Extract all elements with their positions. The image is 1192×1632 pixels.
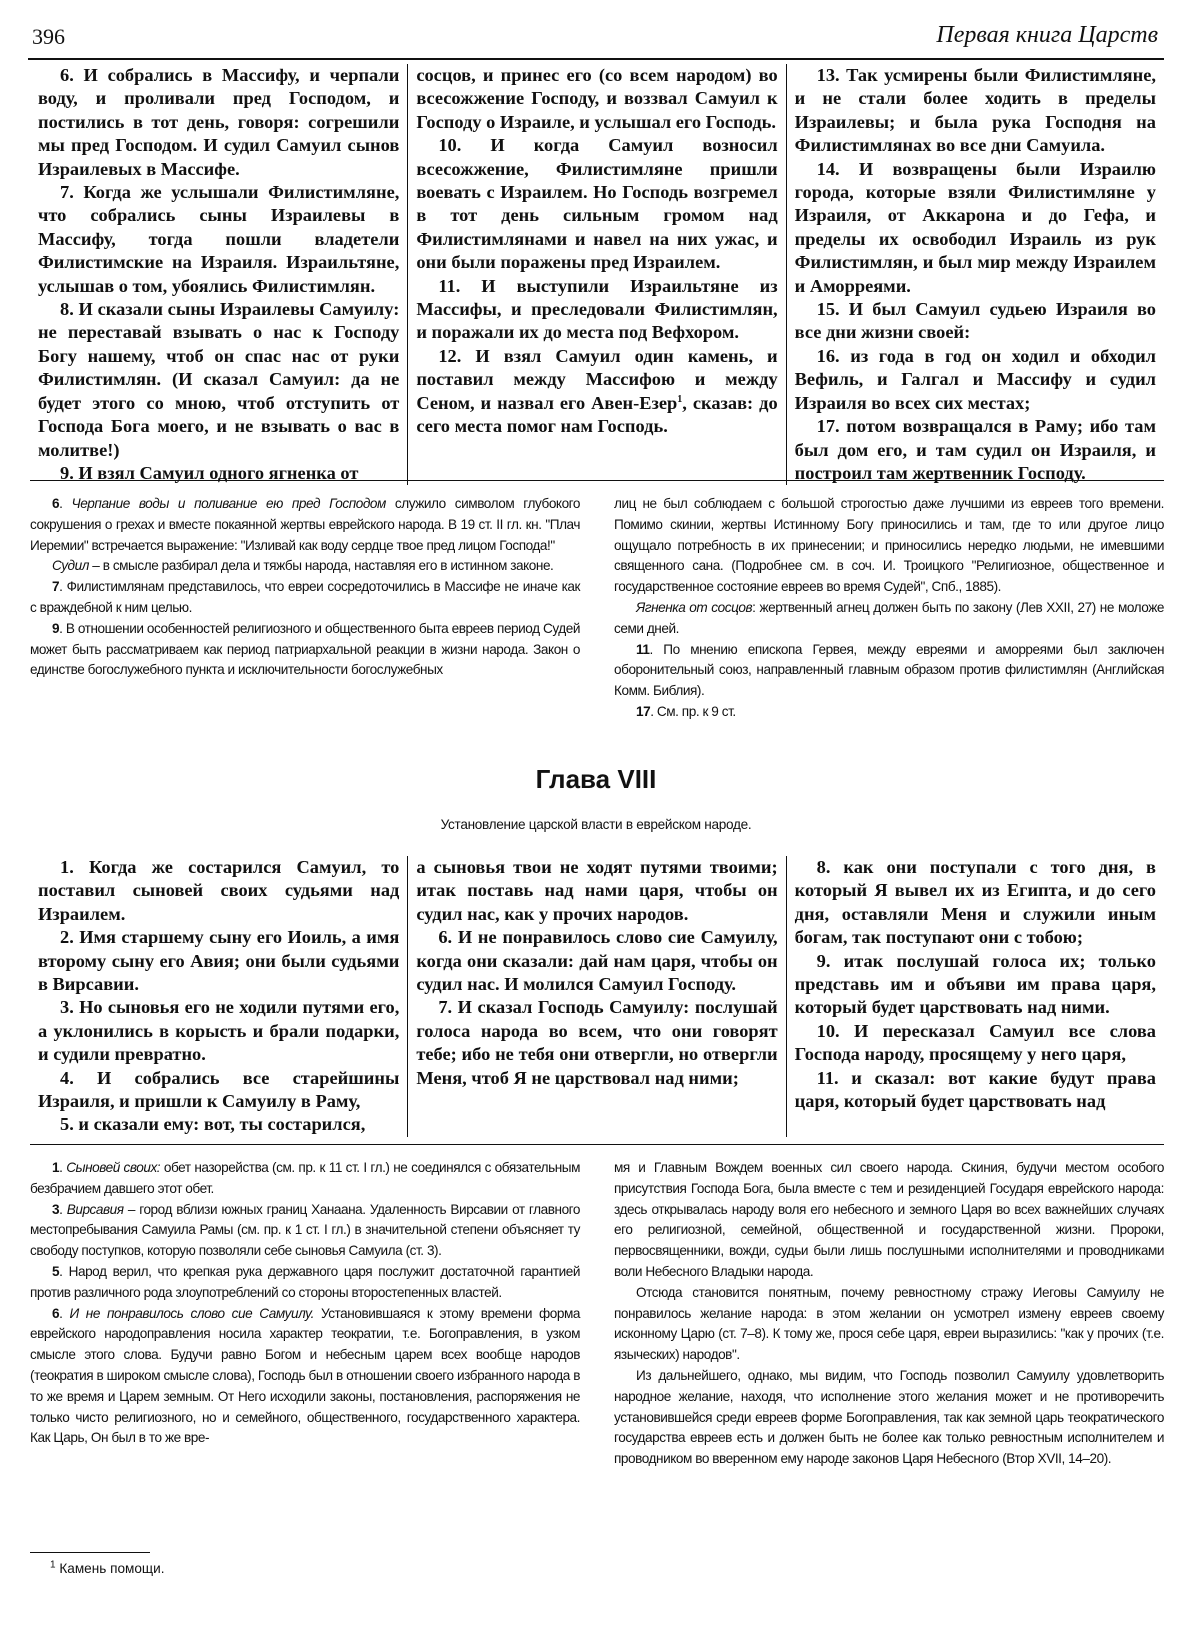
scripture-column-2 [407, 64, 785, 485]
note-viii-1: 1. Сыновей своих: обет назорейства (см. пр. к 11 ст. I гл.) не соединялся с обязательным безбрачием давшего этот обет. [30, 1160, 580, 1196]
note-6b: Судил – в смысле разбирал дела и тяжбы народа, наставляя его в истинном законе. [52, 558, 554, 574]
footnote [50, 1561, 164, 1576]
note-viii-6-paragraph-3: Из дальнейшего, однако, мы видим, что Господь позволил Самуилу удовлетворить народное желание, находя, что исполнение этого желания может и не противоречить установившейся среди евреев форме Богоправления, так как земной царь теократического государства евреев есть и должен быть не более как только ревностным исполнителем и проводником во вверенном ему народе законов Царя Небесного (Втор XVII, 14–20). [614, 1367, 1164, 1467]
footnote-divider [30, 1552, 150, 1553]
verse-viii-3: 3. Но сыновья его не ходили путями его, а уклонились в корысть и брали подарки, и судили превратно. [38, 997, 400, 1065]
verse-6: 6. И собрались в Массифу, и черпали воду, и проливали пред Господом, и постились в тот день, говоря: согрешили мы пред Господом. И судил Самуил сынов Израилевых в Массифе. [38, 65, 400, 179]
note-viii-5: 5. Народ верил, что крепкая рука державного царя послужит достаточной гарантией против различного рода злоупотреблений со стороны второстепенных властей. [30, 1263, 580, 1300]
verse-15: 15. И был Самуил судьею Израиля во все дни жизни своей: [794, 299, 1156, 343]
scripture-columns-2 [30, 856, 1164, 1137]
verse-viii-11: 11. и сказал: вот какие будут права царя, который будет царствовать над [794, 1067, 1156, 1112]
scripture-columns-1 [30, 64, 1164, 485]
scripture-column-1 [30, 64, 407, 485]
chapter-title: Глава VIII [535, 764, 657, 794]
verse-12-text: 12. И взял Самуил один камень, и поставил между Массифою и между Сеном, и назвал его Авен-Езер [416, 345, 778, 413]
commentary-2 [30, 1158, 1164, 1470]
note-11: 11. По мнению епископа Гервея, между евреями и аморреями был заключен оборонительный союз, направленный главным образом против филистимлян (Английская Комм. Библия). [614, 641, 1164, 699]
verse-viii-5: 5. и сказали ему: вот, ты состарился, [60, 1114, 366, 1135]
footnote-marker: 1 [677, 393, 683, 405]
note-17: 17. См. пр. к 9 ст. [636, 703, 736, 719]
verse-10: 10. И когда Самуил возносил всесожжение, Филистимляне пришли воевать с Израилем. Но Господь возгремел в тот день сильным громом над Филистимлянами и навел на них ужас, и они были поражены пред Израилем. [416, 135, 778, 273]
note-viii-6: 6. И не понравилось слово сие Самуилу. Установившаяся к этому времени форма еврейского народоправления носила характер теократии, т.е. Богоправления, в узком смысле этого слова. Будучи равно Богом и небесным царем всех вообще народов (теократия в широком смысле слова), Господь был в отношении своего избранного народа в то же время и Царем земным. От Него исходили законы, постановления, распоряжения не только чисто религиозного, но и семейного, общественного, государственного характера. Как Царь, Он был в то же вре- [30, 1305, 580, 1446]
verse-12-end: , сказав: до сего места помог нам Господь. [416, 392, 778, 437]
verse-13: 13. Так усмирены были Филистимляне, и не стали более ходить в пределы Израилевы; и была рука Господня на Филистимлянах во все дни Самуила. [794, 65, 1156, 156]
note-viii-6-paragraph-2: Отсюда становится понятным, почему ревностному стражу Иеговы Самуилу не понравилось желание народа: в этом желании он усмотрел измену евреев своему исконному Царю (ст. 7–8). К тому же, прося себе царя, евреи выразились: "как у прочих (т.е. языческих) народов". [614, 1284, 1164, 1363]
verse-17: 17. потом возвращался в Раму; ибо там был дом его, и там судил он Израиля, и построил там жертвенник Господу. [794, 416, 1156, 483]
note-viii-6-continued: мя и Главным Вождем военных сил своего народа. Скиния, будучи местом особого присутствия Господа Бога, была вместе с тем и резиденцией Государя еврейского народа: здесь открывалась народу воля его небесного и земного Царя во всех важнейших случаях его религиозной, семейной, общественной и государственной жизни. Пророки, первосвященники, вожди, судьи были лишь послушными исполнителями и проводниками воли Небесного Владыки народа. [614, 1160, 1164, 1279]
verse-9-continued: сосцов, и принес его (со всем народом) во всесожжение Господу, и воззвал Самуил к Господу о Израиле, и услышал его Господь. [416, 65, 778, 132]
note-6: 6. Черпание воды и поливание ею пред Господом служило символом глубокого сокрушения о грехах и вместе покаянной жертвы еврейского народа. В 19 ст. II гл. кн. "Плач Иеремии" встречается выражение: "Изливай как воду сердце твое пред лицом Господа!" [30, 496, 581, 553]
verse-viii-9: 9. итак послушай голоса их; только представь им и объяви им права царя, который будет царствовать над ними. [794, 950, 1156, 1018]
scripture-column-6 [786, 856, 1164, 1137]
verse-viii-8: 8. как они поступали с того дня, в который Я вывел их из Египта, и до сего дня, оставляли Меня и служили иным богам, так поступают они с тобою; [794, 857, 1156, 948]
verse-viii-1: 1. Когда же состарился Самуил, то поставил сыновей своих судьями над Израилем. [38, 857, 400, 924]
note-9-continued: лиц не был соблюдаем с большой строгостью даже лучшими из евреев того времени. Помимо скинии, жертвы Истинному Богу приносились и там, где то или другое лицо ощущало потребность в их принесении; и приносились нередко людьми, не имевшими священного сана. (Подробнее см. в соч. И. Троицкого "Религиозное, общественное и государственное состояние евреев во время Судей", Спб., 1885). [614, 496, 1164, 595]
footnote-number: 1 [50, 1559, 56, 1571]
commentary-divider-2 [30, 1144, 1164, 1145]
page-number: 396 [32, 24, 65, 49]
commentary-1-column-2 [614, 494, 1164, 723]
note-viii-3: 3. Вирсавия – город вблизи южных границ Ханаана. Удаленность Вирсавии от главного местопребывания Самуила Рамы (см. пр. к 1 ст. I гл.) в значительной степени объясняет ту свободу поступков, которую позволяли себе сыновья Самуила (ст. 3). [30, 1201, 580, 1259]
verse-viii-7: 7. И сказал Господь Самуилу: послушай голоса народа во всем, что они говорят тебе; ибо не тебя они отвергли, но отвергли Меня, чтоб Я не царствовал над ними; [416, 997, 778, 1088]
scripture-column-4 [30, 856, 407, 1137]
note-9: 9. В отношении особенностей религиозного и общественного быта евреев период Судей может быть рассматриваем как период патриархальной реакции в жизни народа. Закон о единстве богослужебного пункта и исключительности богослужебных [30, 620, 580, 678]
footnote-text: Камень помощи. [55, 1561, 165, 1576]
scripture-column-3 [786, 64, 1164, 485]
commentary-2-column-1 [30, 1158, 580, 1470]
chapter-subtitle: Установление царской власти в еврейском народе. [440, 817, 752, 832]
note-7: 7. Филистимлянам представилось, что евреи сосредоточились в Массифе не иначе как с враждебной к ним целью. [30, 579, 580, 615]
verse-9: 9. И взял Самуил одного ягненка от [60, 462, 359, 483]
commentary-2-column-2 [614, 1158, 1164, 1470]
verse-12 [416, 345, 777, 439]
verse-11: 11. И выступили Израильтяне из Массифы, и преследовали Филистимлян, и поражали их до места под Вефхором. [416, 275, 778, 343]
verse-viii-5-continued: а сыновья твои не ходят путями твоими; итак поставь над нами царя, чтобы он судил нас, как у прочих народов. [416, 857, 778, 924]
page-header [28, 22, 1164, 60]
running-title: Первая книга Царств [936, 22, 1158, 48]
verse-16: 16. из года в год он ходил и обходил Вефиль, и Галгал и Массифу и судил Израиля во всех сих местах; [794, 345, 1156, 413]
verse-viii-2: 2. Имя старшему сыну его Иоиль, а имя второму сыну его Авия; они были судьями в Вирсавии. [38, 927, 400, 995]
note-9b: Ягненка от сосцов: жертвенный агнец должен быть по закону (Лев XXII, 27) не моложе семи дней. [614, 599, 1164, 636]
verse-14: 14. И возвращены были Израилю города, которые взяли Филистимляне у Израиля, от Аккарона и до Гефа, и пределы их освободил Израиль из рук Филистимлян, и был мир между Израилем и Аморреями. [794, 158, 1156, 296]
commentary-1 [30, 494, 1164, 723]
commentary-1-column-1 [30, 494, 580, 723]
verse-7: 7. Когда же услышали Филистимляне, что собрались сыны Израилевы в Массифу, тогда пошли владетели Филистимские на Израиля. Израильтяне, услышав о том, убоялись Филистимлян. [38, 182, 400, 296]
commentary-divider-1 [30, 480, 1164, 481]
verse-viii-10: 10. И пересказал Самуил все слова Господа народу, просящему у него царя, [794, 1020, 1156, 1065]
verse-viii-6: 6. И не понравилось слово сие Самуилу, когда они сказали: дай нам царя, чтобы он судил нас. И молился Самуил Господу. [416, 927, 778, 995]
scripture-column-5 [407, 856, 785, 1137]
verse-viii-4: 4. И собрались все старейшины Израиля, и пришли к Самуилу в Раму, [38, 1067, 400, 1112]
verse-8: 8. И сказали сыны Израилевы Самуилу: не переставай взывать о нас к Господу Богу нашему, чтоб он спас нас от руки Филистимлян. (И сказал Самуил: да не будет этого со мною, чтоб отступить от Господа Бога моего, и не взывать о вас в молитве!) [38, 299, 400, 460]
